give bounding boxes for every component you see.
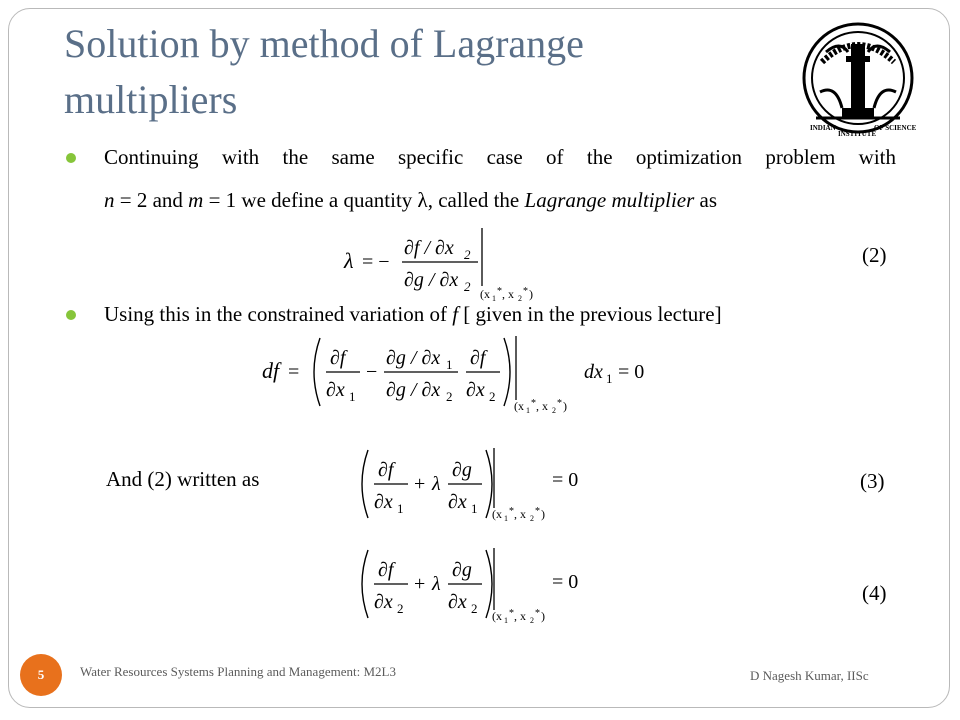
bullet-1-text-c: = 1 we define a quantity λ, called the — [203, 188, 525, 212]
svg-text:): ) — [541, 507, 545, 521]
logo-text-of-science: OF SCIENCE — [874, 124, 917, 132]
svg-text:1: 1 — [397, 501, 404, 516]
svg-text:*: * — [509, 608, 514, 619]
var-f: f — [452, 302, 459, 326]
svg-text:=: = — [288, 361, 300, 383]
var-n: n — [104, 188, 115, 212]
svg-text:(x: (x — [492, 609, 502, 623]
svg-text:1: 1 — [349, 389, 356, 404]
svg-text:2: 2 — [471, 601, 478, 616]
footer-course-title: Water Resources Systems Planning and Management: M2L3 — [80, 664, 396, 679]
and-text: And (2) written as — [106, 467, 260, 491]
svg-text:2: 2 — [464, 247, 471, 262]
page-number-badge: 5 — [20, 654, 62, 696]
equation-3 — [356, 446, 596, 526]
svg-text:*: * — [497, 286, 502, 297]
svg-text:∂x: ∂x — [374, 591, 393, 613]
equation-number-3: (3) — [860, 469, 885, 493]
bullet-1-line-2 — [104, 179, 717, 222]
svg-text:1: 1 — [471, 501, 478, 516]
bullet-1-line-1 — [104, 136, 896, 179]
svg-text:2: 2 — [397, 601, 404, 616]
equation-number-2: (2) — [862, 243, 887, 267]
svg-text:= 0: = 0 — [552, 571, 579, 593]
svg-text:, x: , x — [514, 609, 526, 623]
svg-text:∂g / ∂x: ∂g / ∂x — [386, 379, 441, 401]
svg-text:∂x: ∂x — [448, 591, 467, 613]
equation-number-4: (4) — [862, 581, 887, 605]
svg-text:2: 2 — [552, 406, 556, 414]
svg-text:*: * — [557, 398, 562, 409]
bullet-2-text — [104, 293, 722, 336]
svg-text:1: 1 — [504, 616, 508, 625]
svg-text:1: 1 — [446, 357, 453, 372]
svg-text:2: 2 — [489, 389, 496, 404]
svg-text:∂x: ∂x — [374, 491, 393, 513]
svg-text:∂g: ∂g — [452, 459, 472, 481]
bullet-1-text-d: as — [694, 188, 718, 212]
iisc-logo — [796, 22, 920, 138]
var-m: m — [188, 188, 204, 212]
svg-text:, x: , x — [536, 399, 548, 413]
bullet-1-text-a: Continuing with the same specific case of the optimization problem with — [104, 145, 896, 169]
bullet-point-2 — [66, 310, 76, 320]
bullet-point-1 — [66, 153, 76, 163]
svg-text:∂x: ∂x — [326, 379, 345, 401]
svg-text:1: 1 — [526, 406, 530, 414]
svg-text:(x: (x — [514, 399, 524, 413]
svg-text:2: 2 — [530, 616, 534, 625]
logo-text-institute: INSTITUTE — [838, 130, 877, 138]
svg-text:+: + — [414, 473, 426, 495]
equation-4 — [356, 546, 596, 628]
svg-text:∂f: ∂f — [470, 347, 486, 369]
equation-2 — [338, 224, 548, 304]
equation-df — [260, 334, 660, 414]
svg-text:1: 1 — [606, 371, 613, 386]
svg-text:λ: λ — [432, 473, 441, 495]
svg-text:λ: λ — [344, 248, 354, 273]
svg-text:= 0: = 0 — [618, 361, 645, 383]
svg-text:*: * — [531, 398, 536, 409]
svg-text:∂f: ∂f — [330, 347, 346, 369]
svg-text:∂x: ∂x — [466, 379, 485, 401]
svg-text:*: * — [509, 506, 514, 517]
svg-text:*: * — [535, 608, 540, 619]
svg-text:= 0: = 0 — [552, 469, 579, 491]
svg-text:): ) — [529, 287, 533, 301]
bullet-2-text-b: [ given in the previous lecture] — [458, 302, 722, 326]
footer-author: D Nagesh Kumar, IISc — [750, 668, 869, 683]
svg-text:): ) — [541, 609, 545, 623]
svg-text:∂g: ∂g — [452, 559, 472, 581]
svg-text:df: df — [262, 358, 280, 383]
svg-text:dx: dx — [584, 361, 603, 383]
svg-text:∂g / ∂x: ∂g / ∂x — [386, 347, 441, 369]
bullet-2-text-a: Using this in the constrained variation of — [104, 302, 453, 326]
bullet-1-text-b: = 2 and — [114, 188, 189, 212]
svg-text:, x: , x — [514, 507, 526, 521]
svg-text:−: − — [366, 361, 378, 383]
svg-text:= −: = − — [362, 251, 390, 273]
svg-text:∂f / ∂x: ∂f / ∂x — [404, 237, 454, 259]
svg-text:1: 1 — [492, 294, 496, 303]
svg-text:, x: , x — [502, 287, 514, 301]
slide-title: Solution by method of Lagrange multipliers — [64, 21, 584, 122]
svg-text:2: 2 — [530, 514, 534, 523]
logo-text-indian: INDIAN — [810, 124, 836, 132]
term-lagrange-multiplier: Lagrange multiplier — [524, 188, 695, 212]
svg-text:∂f: ∂f — [378, 559, 394, 581]
svg-text:(x: (x — [492, 507, 502, 521]
svg-text:): ) — [563, 399, 567, 413]
svg-text:2: 2 — [446, 389, 453, 404]
svg-text:λ: λ — [432, 573, 441, 595]
svg-text:∂g / ∂x: ∂g / ∂x — [404, 269, 459, 291]
svg-text:∂x: ∂x — [448, 491, 467, 513]
svg-text:1: 1 — [504, 514, 508, 523]
svg-text:2: 2 — [518, 294, 522, 303]
svg-text:*: * — [523, 286, 528, 297]
svg-text:∂f: ∂f — [378, 459, 394, 481]
svg-text:+: + — [414, 573, 426, 595]
svg-text:2: 2 — [464, 279, 471, 294]
svg-text:*: * — [535, 506, 540, 517]
svg-text:(x: (x — [480, 287, 490, 301]
